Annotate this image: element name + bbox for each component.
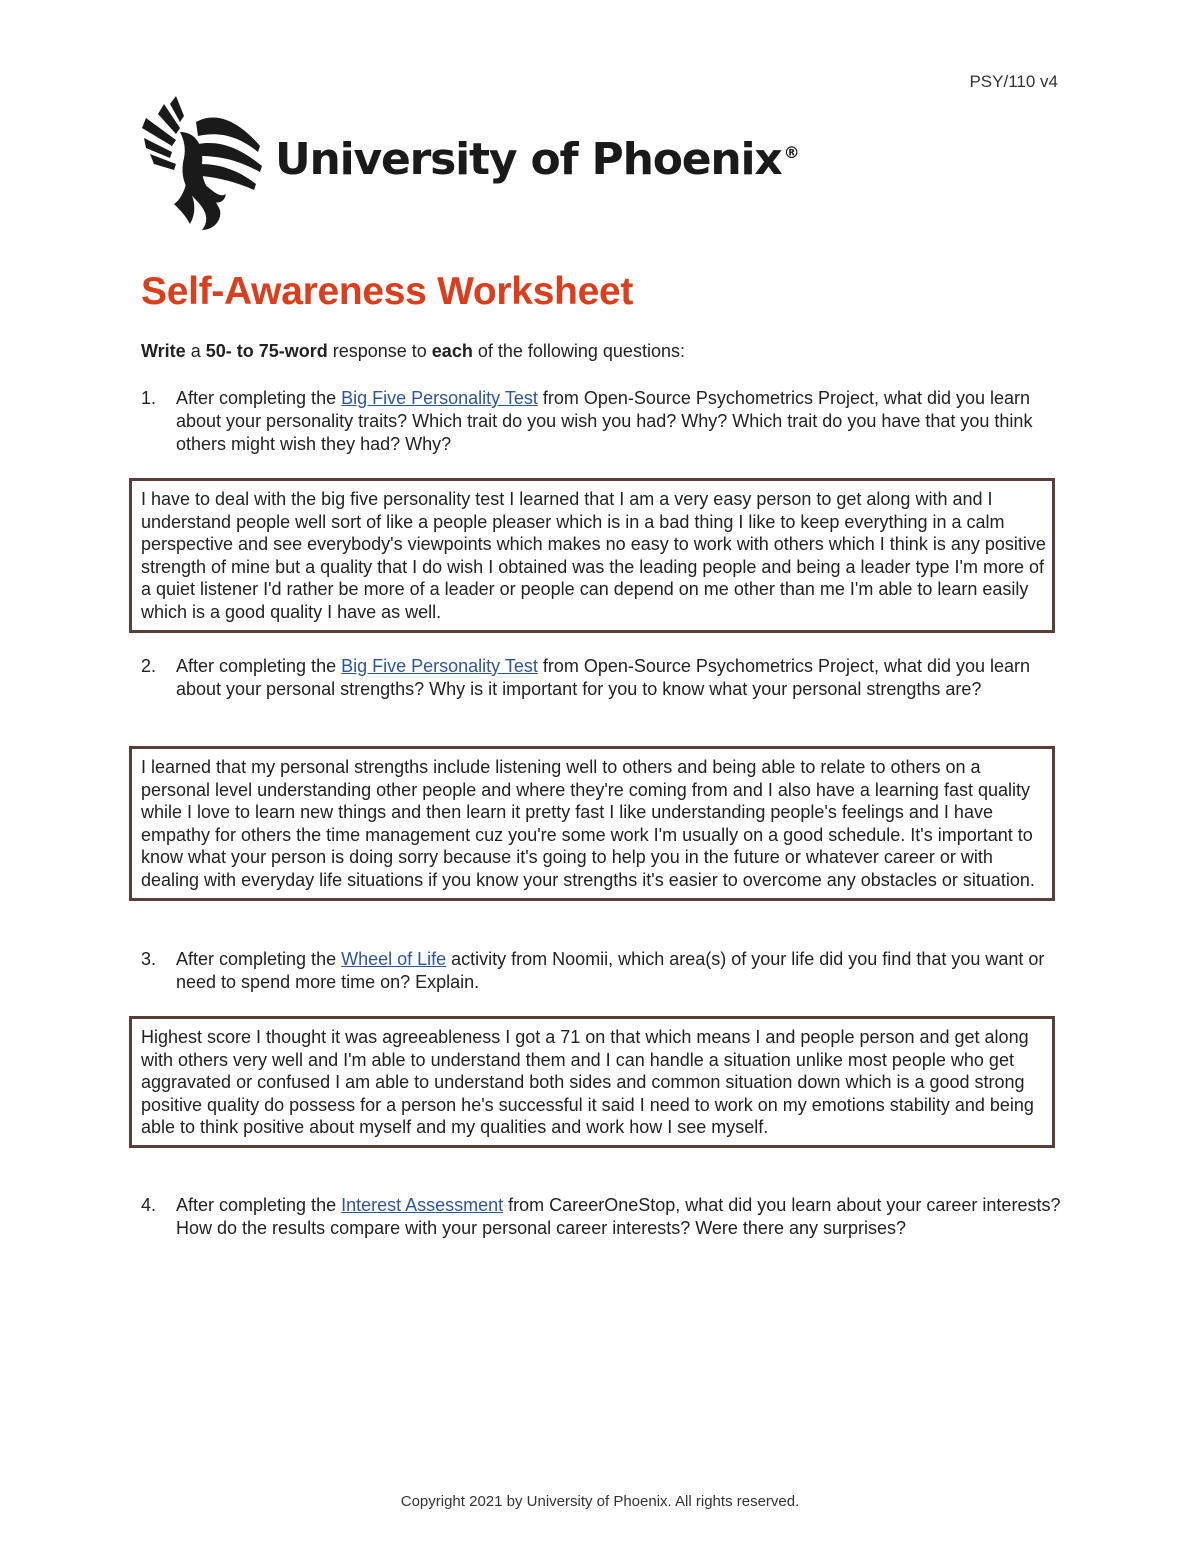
university-logo	[140, 92, 800, 232]
question-number: 4.	[141, 1195, 157, 1215]
instructions	[141, 340, 685, 363]
logo-wordmark	[275, 134, 800, 185]
question-1	[141, 387, 1061, 456]
question-text	[176, 655, 1061, 701]
answer-box-2[interactable]: I learned that my personal strengths include listening well to others and being able to relate to others on a personal level understanding other people and where they're coming from and I also have a learning fast quality while I love to learn new things and then learn it pretty fast I like understanding people's feelings and I have empathy for others the time management cuz you're some work I'm usually on a good schedule. It's important to know what your person is doing sorry because it's going to help you in the future or whatever career or with dealing with everyday life situations if you know your strengths it's easier to overcome any obstacles or situation.	[129, 746, 1055, 901]
question-3	[141, 948, 1061, 994]
question-text	[176, 948, 1061, 994]
question-number: 1.	[141, 388, 157, 408]
question-suffix: from Open-Source Psychometrics Project, what did you learn about your personal strengths? Why is it important for you to know what your personal strengths are?	[176, 656, 1031, 699]
instructions-text: of the following questions:	[472, 341, 685, 361]
copyright-footer: Copyright 2021 by University of Phoenix. All rights reserved.	[400, 1493, 800, 1510]
big-five-test-link[interactable]: Big Five Personality Test	[341, 656, 538, 676]
question-suffix: from Open-Source Psychometrics Project, what did you learn about your personality traits? Which trait do you wish you had? Why? Which trait do you have that you think others might wish they had? Why?	[176, 388, 1033, 454]
question-4	[141, 1194, 1061, 1240]
question-suffix: from CareerOneStop, what did you learn about your career interests? How do the results compare with your personal career interests? Were there any surprises?	[176, 1195, 1061, 1238]
question-text	[176, 387, 1061, 456]
instructions-each: each	[431, 341, 473, 361]
question-suffix: activity from Noomii, which area(s) of your life did you find that you want or need to spend more time on? Explain.	[176, 949, 1045, 992]
registered-mark: ®	[783, 143, 800, 162]
question-prefix: After completing the	[176, 1195, 342, 1215]
big-five-test-link[interactable]: Big Five Personality Test	[341, 388, 538, 408]
course-code: PSY/110 v4	[969, 72, 1058, 91]
wheel-of-life-link[interactable]: Wheel of Life	[341, 949, 447, 969]
question-2	[141, 655, 1061, 701]
interest-assessment-link[interactable]: Interest Assessment	[341, 1195, 504, 1215]
page-title: Self-Awareness Worksheet	[141, 270, 634, 313]
question-prefix: After completing the	[176, 656, 342, 676]
instructions-text: response to	[327, 341, 432, 361]
answer-box-1[interactable]: I have to deal with the big five personality test I learned that I am a very easy person to get along with and I understand people well sort of like a people pleaser which is in a bad thing I like to keep everything in a calm perspective and see everybody's viewpoints which makes no easy to work with others which I think is any positive strength of mine but a quality that I do wish I obtained was the leading people and being a leader type I'm more of a quiet listener I'd rather be more of a leader or people can depend on me other than me I'm able to learn easily which is a good quality I have as well.	[129, 478, 1055, 633]
question-number: 3.	[141, 949, 157, 969]
instructions-text: a	[185, 341, 206, 361]
question-text	[176, 1194, 1061, 1240]
instructions-verb: Write	[141, 341, 186, 361]
phoenix-logo-icon	[140, 92, 268, 232]
question-number: 2.	[141, 656, 157, 676]
logo-name: University of Phoenix	[275, 134, 782, 185]
answer-box-3[interactable]: Highest score I thought it was agreeableness I got a 71 on that which means I and people person and get along with others very well and I'm able to understand them and I can handle a situation unlike most people who get aggravated or confused I am able to understand both sides and common situation down which is a good strong positive quality do possess for a person he's successful it said I need to work on my emotions stability and being able to think positive about myself and my qualities and work how I see myself.	[129, 1016, 1055, 1148]
instructions-word-count: 50- to 75-word	[205, 341, 328, 361]
question-prefix: After completing the	[176, 949, 342, 969]
question-prefix: After completing the	[176, 388, 342, 408]
